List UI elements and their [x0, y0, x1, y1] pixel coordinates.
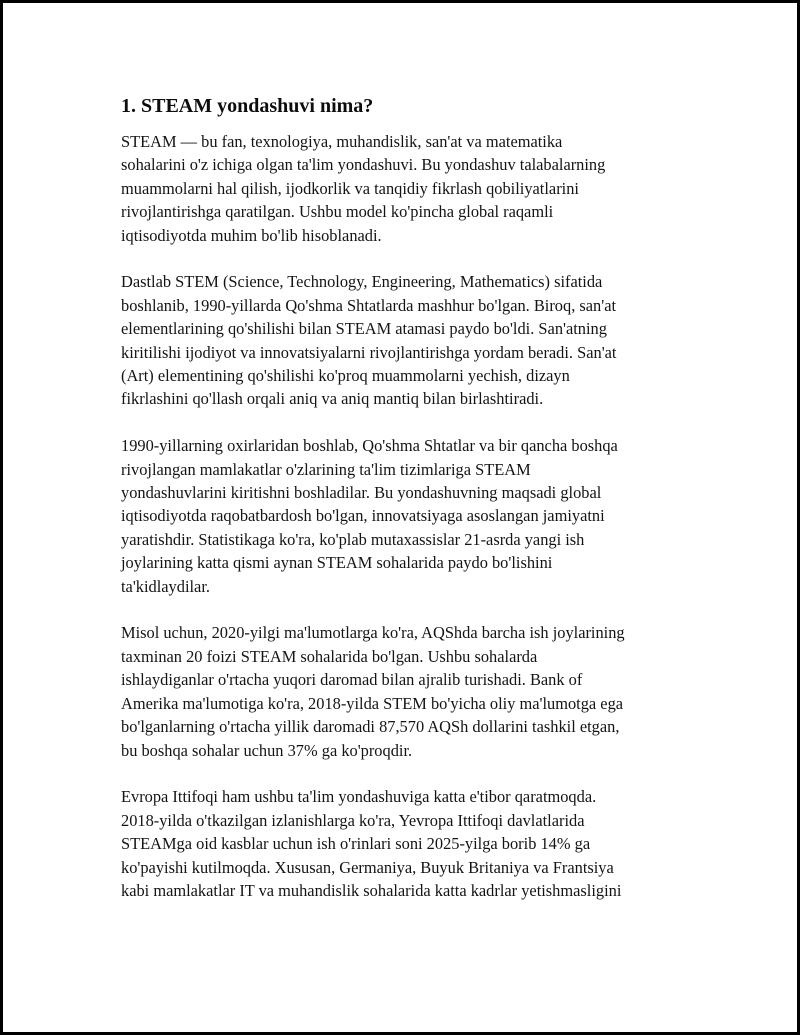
- paragraph-intro: STEAM — bu fan, texnologiya, muhandislik, san'at va matematika sohalarini o'z ichiga olgan ta'lim yondashuvi. Bu yondashuv talabalarning muammolarni hal qilish, ijodkorlik va tanqidiy fikrlash qobiliyatlarini rivojlantirishga qaratilgan. Ushbu model ko'pincha global raqamli iqtisodiyotda muhim bo'lib hisoblanadi.: [121, 132, 606, 245]
- paragraph-adoption: 1990-yillarning oxirlaridan boshlab, Qo'shma Shtatlar va bir qancha boshqa rivojlangan mamlakatlar o'zlarining ta'lim tizimlariga STEAM yondashuvlarini kiritishni boshladilar. Bu yondashuvning maqsadi global iqtisodiyotda raqobatbardosh bo'lgan, innovatsiyaga asoslangan jamiyatni yaratishdir. Statistikaga ko'ra, ko'plab mutaxassislar 21-asrda yangi ish joylarining katta qismi aynan STEAM sohalarida paydo bo'lishini ta'kidlaydilar.: [121, 436, 618, 596]
- paragraph-europe: Evropa Ittifoqi ham ushbu ta'lim yondashuviga katta e'tibor qaratmoqda. 2018-yilda o'tkazilgan izlanishlarga ko'ra, Yevropa Ittifoqi davlatlarida STEAMga oid kasblar uchun ish o'rinlari soni 2025-yilga borib 14% ga ko'payishi kutilmoqda. Xususan, Germaniya, Buyuk Britaniya va Frantsiya kabi mamlakatlar IT va muhandislik sohalarida katta kadrlar yetishmasligini: [121, 787, 622, 900]
- paragraph-statistics: Misol uchun, 2020-yilgi ma'lumotlarga ko'ra, AQShda barcha ish joylarining taxminan 20 foizi STEAM sohalarida bo'lgan. Ushbu sohalarda ishlaydiganlar o'rtacha yuqori daromad bilan ajralib turishadi. Bank of Amerika ma'lumotiga ko'ra, 2018-yilda STEM bo'yicha oliy ma'lumotga ega bo'lganlarning o'rtacha yillik daromadi 87,570 AQSh dollarini tashkil etgan, bu boshqa sohalar uchun 37% ga ko'proqdir.: [121, 623, 625, 760]
- document-body: [121, 94, 701, 926]
- paragraph-history: Dastlab STEM (Science, Technology, Engineering, Mathematics) sifatida boshlanib, 1990-yillarda Qo'shma Shtatlarda mashhur bo'lgan. Biroq, san'at elementlarining qo'shilishi bilan STEAM atamasi paydo bo'ldi. San'atning kiritilishi ijodiyot va innovatsiyalarni rivojlantirishga yordam beradi. San'at (Art) elementining qo'shilishi ko'proq muammolarni yechish, dizayn fikrlashini qo'llash orqali aniq va aniq mantiq bilan birlashtiradi.: [121, 272, 617, 409]
- section-heading: 1. STEAM yondashuvi nima?: [121, 95, 374, 117]
